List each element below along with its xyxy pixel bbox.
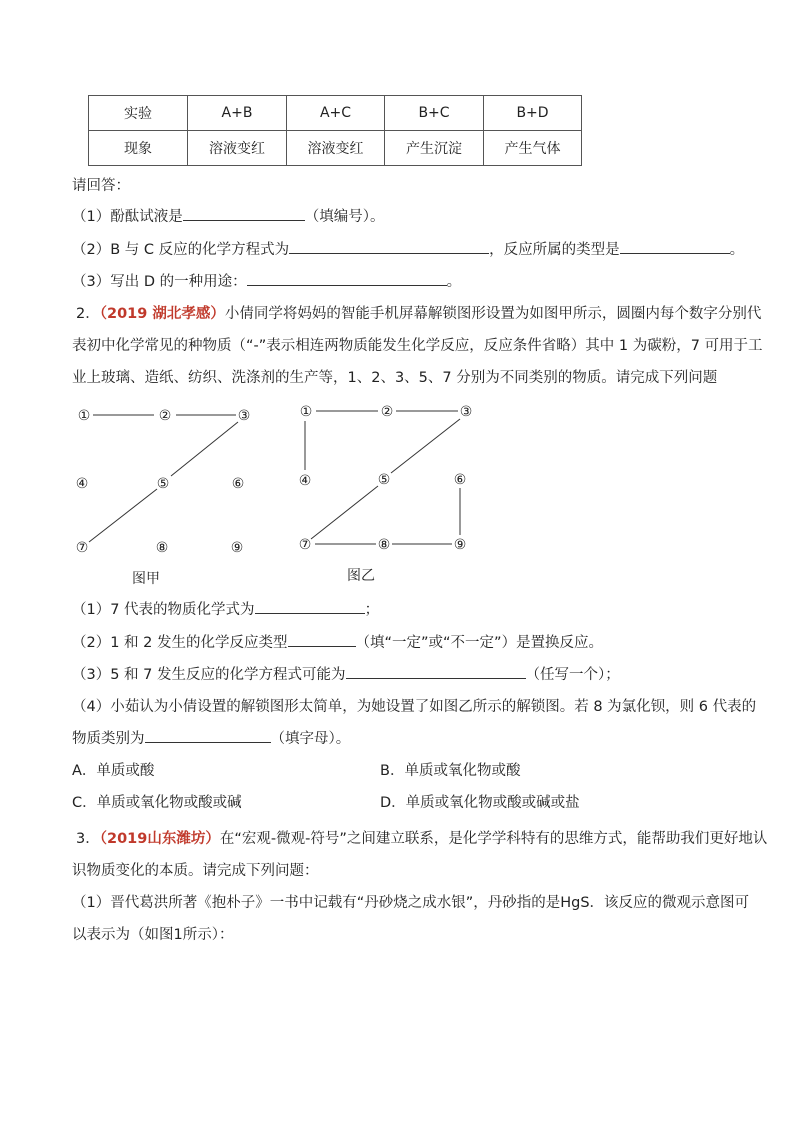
node-1: ① — [77, 408, 91, 424]
unlock-figures — [0, 395, 794, 595]
node-7: ⑦ — [298, 537, 312, 553]
q1-part2-suffix: 。 — [729, 242, 745, 258]
q2-sub2-text: （2）1 和 2 发生的化学反应类型 — [72, 635, 288, 651]
answer-blank[interactable] — [255, 599, 365, 614]
table-cell: 溶液变红 — [287, 131, 385, 166]
node-6: ⑥ — [453, 472, 467, 488]
answer-blank[interactable] — [183, 206, 305, 221]
table-row — [89, 96, 582, 131]
figure-jia-nodes — [76, 408, 251, 556]
answer-blank[interactable] — [288, 632, 356, 647]
q2-sub1-suffix: ； — [364, 602, 380, 618]
node-5: ⑤ — [156, 476, 170, 492]
node-1: ① — [299, 404, 313, 420]
q2-sub2-suffix: （填“一定”或“不一定”）是置换反应。 — [355, 635, 604, 651]
node-9: ⑨ — [230, 540, 244, 556]
node-3: ③ — [237, 408, 251, 424]
q1-part2-mid: ，反应所属的类型是 — [489, 242, 620, 258]
option-c: C．单质或氧化物或酸或碱 — [72, 795, 242, 811]
node-2: ② — [158, 408, 172, 424]
edge-3-5 — [391, 419, 460, 473]
edge-3-5 — [171, 422, 238, 476]
table-cell: 现象 — [89, 131, 188, 166]
q2-sub3-suffix: （任写一个）； — [525, 667, 620, 683]
table-cell: B+C — [385, 96, 484, 131]
answer-blank[interactable] — [620, 239, 730, 254]
table-cell: A+B — [188, 96, 287, 131]
node-4: ④ — [75, 476, 89, 492]
q1-part3-text: （3）写出 D 的一种用途： — [72, 274, 247, 290]
answer-blank[interactable] — [145, 728, 271, 743]
question-number: 3． — [76, 831, 100, 847]
node-2: ② — [380, 404, 394, 420]
q3-line4: 以表示为（如图1所示）： — [72, 927, 234, 943]
q2-sub3 — [72, 663, 620, 684]
experiment-table — [88, 95, 582, 166]
node-5: ⑤ — [377, 472, 391, 488]
q3-line2: 识物质变化的本质。请完成下列问题： — [72, 863, 319, 879]
q2-line2: 表初中化学常见的种物质（“-”表示相连两物质能发生化学反应，反应条件省略）其中 1 为碳粉，7 可用于工 — [72, 338, 763, 354]
table-cell: 产生气体 — [484, 131, 582, 166]
table-cell: A+C — [287, 96, 385, 131]
q2-text: 小倩同学将妈妈的智能手机屏幕解锁图形设置为如图甲所示，圆圈内每个数字分别代 — [224, 306, 762, 322]
option-a: A．单质或酸 — [72, 763, 155, 779]
node-8: ⑧ — [155, 540, 169, 556]
node-9: ⑨ — [453, 537, 467, 553]
q2-sub1-text: （1）7 代表的物质化学式为 — [72, 602, 255, 618]
table-cell: 溶液变红 — [188, 131, 287, 166]
answer-blank[interactable] — [289, 239, 489, 254]
node-8: ⑧ — [377, 537, 391, 553]
table-cell: 产生沉淀 — [385, 131, 484, 166]
q3-line3: （1）晋代葛洪所著《抱朴子》一书中记载有“丹砂烧之成水银”，丹砂指的是HgS．该反应的微观示意图可 — [72, 895, 750, 911]
node-3: ③ — [459, 404, 473, 420]
option-b: B．单质或氧化物或酸 — [380, 763, 521, 779]
q1-prompt: 请回答： — [72, 178, 130, 194]
table-cell: 实验 — [89, 96, 188, 131]
edge-5-7 — [89, 489, 157, 542]
edge-5-7 — [311, 486, 378, 539]
q1-part2 — [72, 238, 744, 259]
question-source: （2019 湖北孝感） — [99, 306, 225, 322]
q2-line1 — [76, 302, 761, 323]
answer-blank[interactable] — [346, 664, 526, 679]
q2-sub4-text: 物质类别为 — [72, 731, 145, 747]
q2-sub4-line2 — [72, 727, 350, 748]
q1-part1-text: （1）酚酞试液是 — [72, 209, 183, 225]
q1-part3-suffix: 。 — [446, 274, 462, 290]
q1-part1-suffix: （填编号）。 — [304, 209, 385, 225]
answer-blank[interactable] — [247, 271, 447, 286]
q2-line3: 业上玻璃、造纸、纺织、洗涤剂的生产等，1、2、3、5、7 分别为不同类别的物质。请完成下列问题 — [72, 370, 718, 386]
q2-sub2 — [72, 631, 603, 652]
q3-text: 在“宏观-微观-符号”之间建立联系，是化学学科特有的思维方式，能帮助我们更好地认 — [219, 831, 768, 847]
q2-sub4-suffix: （填字母）。 — [270, 731, 351, 747]
table-row — [89, 131, 582, 166]
table-cell: B+D — [484, 96, 582, 131]
option-d: D．单质或氧化物或酸或碱或盐 — [380, 795, 580, 811]
q1-part3 — [72, 270, 461, 291]
q2-sub3-text: （3）5 和 7 发生反应的化学方程式可能为 — [72, 667, 346, 683]
node-7: ⑦ — [75, 540, 89, 556]
q1-part2-text: （2）B 与 C 反应的化学方程式为 — [72, 242, 290, 258]
q2-sub1 — [72, 598, 379, 619]
figure-yi-nodes — [299, 404, 473, 553]
q2-sub4-line1: （4）小茹认为小倩设置的解锁图形太简单，为她设置了如图乙所示的解锁图。若 8 为氯化钡，则 6 代表的 — [72, 699, 757, 715]
q3-line1 — [76, 827, 767, 848]
figure-yi-caption: 图乙 — [347, 568, 375, 584]
question-number: 2． — [76, 306, 100, 322]
node-4: ④ — [298, 473, 312, 489]
figure-jia-caption: 图甲 — [132, 571, 160, 587]
question-source: （2019山东潍坊） — [99, 831, 220, 847]
q1-part1 — [72, 205, 384, 226]
node-6: ⑥ — [231, 476, 245, 492]
